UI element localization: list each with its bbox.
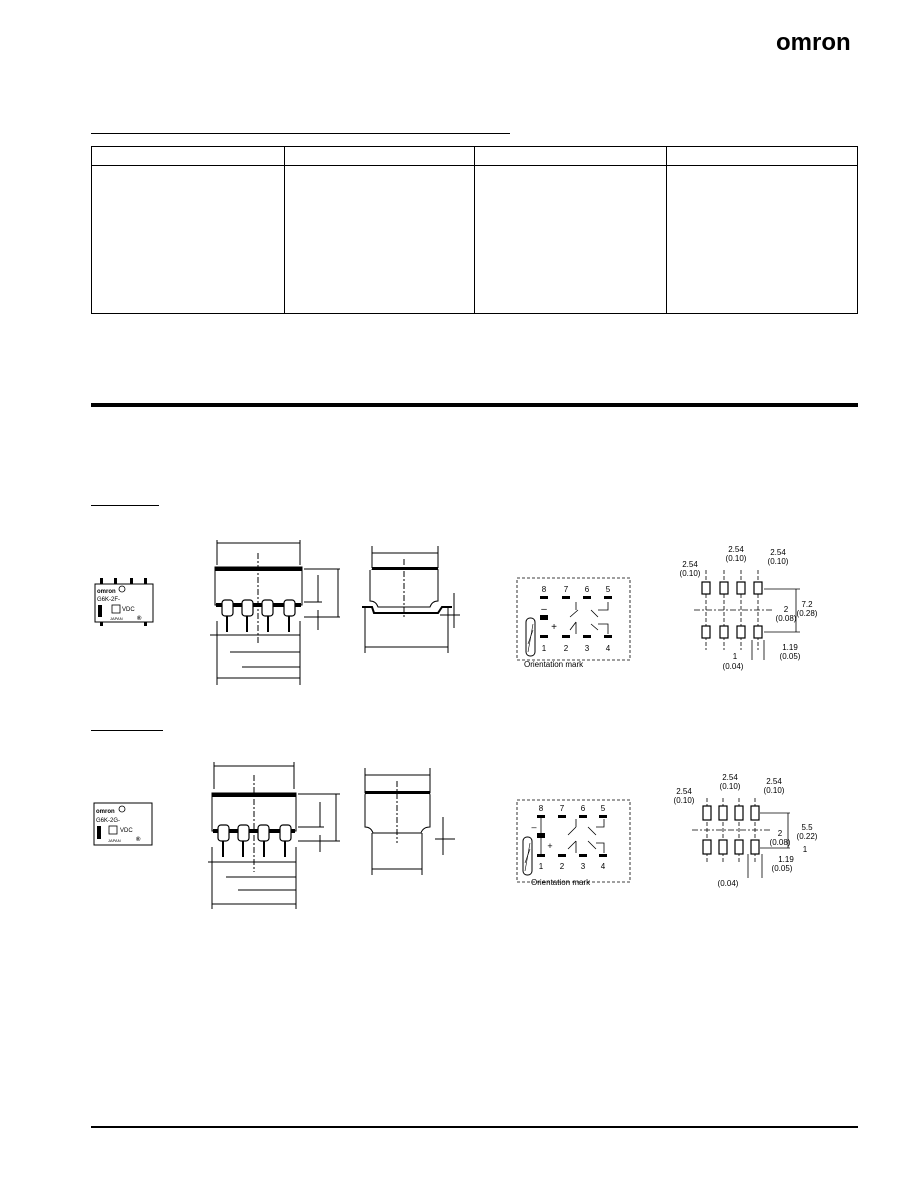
- orientation-mark-label: Orientation mark: [531, 878, 591, 887]
- coil-minus-sign: –: [531, 822, 537, 832]
- terminal-label-bottom-3: 3: [580, 862, 586, 871]
- relay-side-view-b: [355, 765, 465, 880]
- pcb-layout-a: [664, 540, 818, 675]
- terminal-label-bottom-2: 2: [559, 862, 565, 871]
- pcb-height-in: (0.22): [796, 832, 818, 841]
- terminal-diagram-b: [510, 797, 640, 897]
- terminal-label-top-4: 5: [600, 804, 606, 813]
- pcb-layout-b: [664, 768, 824, 893]
- terminal-label-bottom-2: 2: [563, 644, 569, 653]
- pcb-pitch-left-in: (0.10): [673, 796, 695, 805]
- relay-photo-a: [92, 578, 156, 626]
- pcb-center-in: (0.08): [769, 838, 791, 847]
- pcb-height-mm: 5.5: [801, 823, 813, 832]
- pcb-lead-mm: 1: [732, 652, 738, 661]
- relay-front-view-a: [200, 535, 360, 690]
- pcb-pitch-right-in: (0.10): [767, 557, 789, 566]
- pcb-lead-in: (0.04): [722, 662, 744, 671]
- pcb-note-mark: 1: [802, 845, 808, 854]
- ul-mark-icon: ®: [136, 837, 141, 843]
- pcb-pitch-top-mm: 2.54: [722, 773, 738, 782]
- pcb-center-mm: 2: [777, 829, 783, 838]
- pcb-center-in: (0.08): [775, 614, 797, 623]
- spec-table: [91, 146, 858, 314]
- omron-logo: omron: [776, 29, 851, 56]
- pcb-pitch-top-in: (0.10): [725, 554, 747, 563]
- terminal-label-top-3: 6: [584, 585, 590, 594]
- coil-plus-sign: +: [547, 841, 553, 851]
- coil-plus-sign: +: [551, 622, 557, 633]
- table-column-divider: [666, 147, 667, 313]
- ul-mark-icon: ®: [137, 616, 142, 622]
- relay-photo-b: [92, 801, 154, 847]
- footer-rule: [91, 1126, 858, 1128]
- terminal-label-top-1: 8: [538, 804, 544, 813]
- terminal-label-bottom-1: 1: [541, 644, 547, 653]
- relay-front-view-b: [198, 757, 358, 912]
- table-column-divider: [474, 147, 475, 313]
- terminal-diagram-a: [510, 572, 640, 672]
- section-rule: [91, 133, 510, 134]
- photo-origin: JAPAN: [108, 838, 121, 843]
- terminal-label-bottom-4: 4: [600, 862, 606, 871]
- photo-brand: omron: [97, 589, 116, 595]
- pcb-pitch-right-mm: 2.54: [770, 548, 786, 557]
- section-divider: [91, 403, 858, 407]
- relay-side-view-a: [360, 543, 470, 658]
- pcb-pad-in: (0.05): [779, 652, 801, 661]
- terminal-label-top-4: 5: [605, 585, 611, 594]
- pcb-pad-in: (0.05): [771, 864, 793, 873]
- terminal-label-top-2: 7: [563, 585, 569, 594]
- terminal-label-bottom-1: 1: [538, 862, 544, 871]
- pcb-pitch-right-in: (0.10): [763, 786, 785, 795]
- coil-minus-sign: –: [541, 604, 547, 615]
- pcb-pitch-left-in: (0.10): [679, 569, 701, 578]
- photo-origin: JAPAN: [110, 616, 123, 621]
- model-a-heading-rule: [91, 505, 159, 506]
- pcb-height-in: (0.28): [796, 609, 818, 618]
- pcb-pitch-top-in: (0.10): [719, 782, 741, 791]
- pcb-pad-mm: 1.19: [778, 855, 794, 864]
- terminal-label-bottom-4: 4: [605, 644, 611, 653]
- pcb-pad-mm: 1.19: [782, 643, 798, 652]
- photo-model-label: G6K-2F-: [97, 597, 121, 603]
- photo-coil-unit: VDC: [122, 607, 135, 613]
- pcb-center-mm: 2: [783, 605, 789, 614]
- table-column-divider: [284, 147, 285, 313]
- pcb-pitch-left-mm: 2.54: [676, 787, 692, 796]
- terminal-label-bottom-3: 3: [584, 644, 590, 653]
- pcb-pitch-top-mm: 2.54: [728, 545, 744, 554]
- pcb-lead-in: (0.04): [717, 879, 739, 888]
- orientation-mark-label: Orientation mark: [524, 660, 584, 669]
- pcb-height-mm: 7.2: [801, 600, 813, 609]
- terminal-label-top-2: 7: [559, 804, 565, 813]
- model-b-heading-rule: [91, 730, 163, 731]
- terminal-label-top-3: 6: [580, 804, 586, 813]
- pcb-pitch-left-mm: 2.54: [682, 560, 698, 569]
- photo-brand: omron: [96, 809, 115, 815]
- pcb-pitch-right-mm: 2.54: [766, 777, 782, 786]
- photo-model-label: G6K-2G-: [96, 818, 121, 824]
- terminal-label-top-1: 8: [541, 585, 547, 594]
- photo-coil-unit: VDC: [120, 828, 133, 834]
